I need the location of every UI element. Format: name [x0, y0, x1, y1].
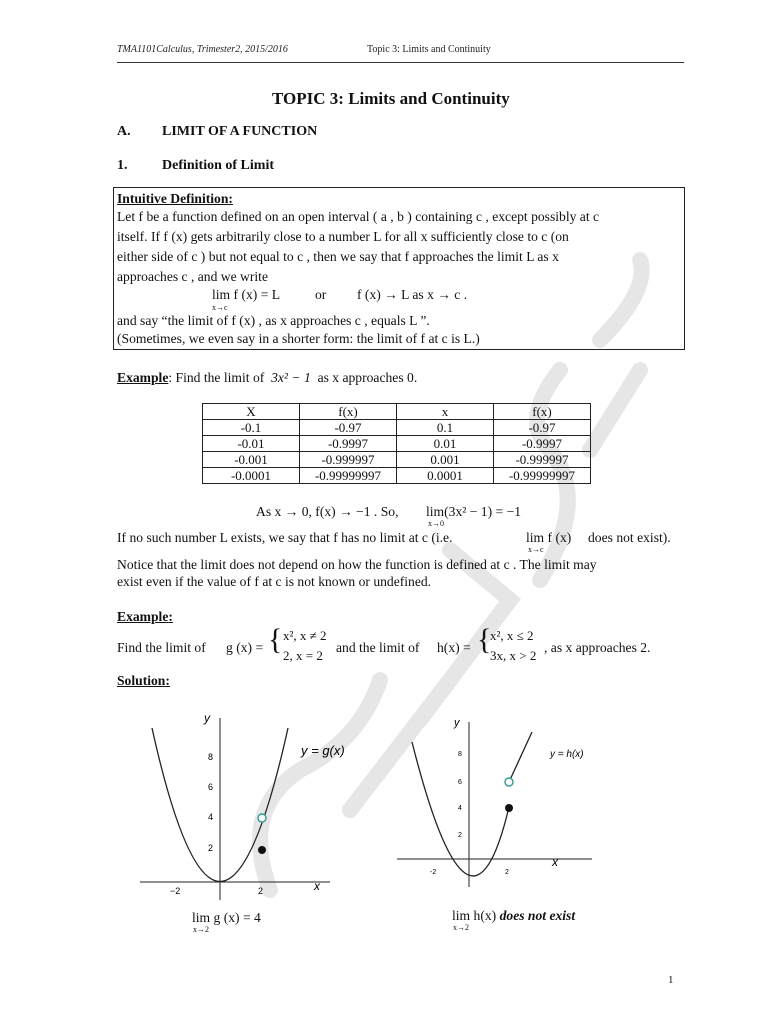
example2-g-case2: 2, x = 2: [283, 648, 323, 663]
example1-text: : Find the limit of: [168, 370, 265, 385]
definition-short: (Sometimes, we even say in a shorter form: the limit of f at c is L.): [117, 331, 480, 346]
graph-h-tick: 2: [458, 832, 462, 839]
graph-g-tick: 2: [208, 843, 214, 853]
table-cell: -0.999997: [300, 452, 397, 468]
table-cell: -0.01: [203, 436, 300, 452]
table-header-cell: X: [203, 404, 300, 420]
definition-line-4: approaches c , and we write: [117, 269, 268, 284]
definition-line-1: Let f be a function defined on an open interval ( a , b ) containing c , except possibly at c: [117, 209, 600, 224]
table-cell: -0.999997: [494, 452, 591, 468]
graph-g-tick: 4: [208, 812, 214, 822]
solution-label: Solution: [117, 673, 166, 688]
table-cell: -0.97: [300, 420, 397, 436]
example1: [117, 368, 417, 388]
conclusion1-sub: x→0: [428, 519, 444, 528]
no-limit-tail: does not exist).: [588, 530, 671, 545]
graph-h-tick: 4: [458, 805, 462, 812]
graph-h-open-dot: [505, 778, 513, 786]
table-cell: -0.0001: [203, 468, 300, 484]
table-row: [203, 420, 591, 436]
no-limit-sub: x→c: [528, 545, 544, 554]
graph-g-filled-dot: [258, 846, 266, 854]
example2-label: Example: [117, 609, 169, 624]
page-number: 1: [668, 974, 674, 986]
solution-colon: :: [165, 673, 170, 688]
graph-h-y-label: y: [454, 717, 460, 729]
header-topic: Topic 3: Limits and Continuity: [367, 44, 491, 55]
table-header-row: [203, 404, 591, 420]
graph-h-caption: [452, 906, 575, 926]
definition-formula-or: or: [315, 287, 327, 302]
table-cell: -0.99999997: [300, 468, 397, 484]
table-header-cell: x: [397, 404, 494, 420]
table-header-cell: f(x): [494, 404, 591, 420]
example1-expr: 3x² − 1: [271, 370, 311, 385]
table-cell: -0.001: [203, 452, 300, 468]
table-cell: -0.97: [494, 420, 591, 436]
table-cell: 0.1: [397, 420, 494, 436]
graph-g-y-label: y: [204, 711, 210, 725]
subsection-number: 1.: [117, 158, 128, 173]
table-cell: 0.001: [397, 452, 494, 468]
definition-heading: Intuitive Definition:: [117, 191, 233, 206]
graph-h-caption-sub: x→2: [453, 923, 469, 932]
definition-formula-lim: lim f (x) = L: [212, 287, 281, 302]
example2-g-lhs: g (x) =: [226, 640, 264, 655]
graph-g-tick: −2: [170, 886, 181, 896]
graph-g-caption-sub: x→2: [193, 925, 209, 934]
definition-line-2: itself. If f (x) gets arbitrarily close to a number L for all x sufficiently close to c (on: [117, 229, 569, 244]
graph-h-caption-lim: lim h(x): [452, 908, 497, 923]
notice-line-1: Notice that the limit does not depend on how the function is defined at c . The limit may: [117, 557, 597, 572]
definition-formula-sub: x→c: [212, 303, 228, 312]
definition-say: and say “the limit of f (x) , as x approaches c , equals L ”.: [117, 313, 430, 328]
graph-g-tick: 8: [208, 752, 214, 762]
graph-h-caption-tail: does not exist: [499, 908, 576, 923]
table-row: [203, 452, 591, 468]
graph-h-legend: y = h(x): [550, 749, 584, 760]
section-label: LIMIT OF A FUNCTION: [162, 124, 318, 139]
header-course: TMA1101Calculus, Trimester2, 2015/2016: [117, 44, 288, 55]
table-cell: -0.1: [203, 420, 300, 436]
graph-g-legend: y = g(x): [301, 743, 345, 758]
example2-g-case1: x², x ≠ 2: [283, 628, 327, 643]
no-limit-text: If no such number L exists, we say that f has no limit at c (i.e.: [117, 530, 453, 545]
graph-g: [130, 710, 345, 905]
example2-h-brace: {: [477, 623, 492, 656]
example2-h-case1: x², x ≤ 2: [490, 628, 534, 643]
example2-h-lhs: h(x) =: [437, 640, 471, 655]
example2-colon: :: [168, 609, 173, 624]
graph-h-x-label: x: [552, 855, 558, 869]
graph-g-tick: 6: [208, 782, 214, 792]
example2-find: Find the limit of: [117, 640, 206, 655]
graph-h-filled-dot: [505, 804, 513, 812]
solution-heading: [117, 671, 170, 691]
example2-g-brace: {: [268, 623, 283, 656]
graph-g-tick: 2: [258, 886, 264, 896]
example1-text2: as x approaches 0.: [317, 370, 418, 385]
graph-h-tick: -2: [430, 869, 437, 876]
table-row: [203, 436, 591, 452]
graph-h-tick: 8: [458, 751, 462, 758]
table-cell: -0.99999997: [494, 468, 591, 484]
table-row: [203, 468, 591, 484]
graph-h-tick: 6: [458, 779, 462, 786]
definition-formula-arrow: f (x) → L as x → c .: [357, 287, 468, 302]
definition-line-3: either side of c ) but not equal to c , then we say that f approaches the limit L as x: [117, 249, 559, 264]
conclusion1-text: As x → 0, f(x) → −1 . So,: [256, 504, 399, 519]
no-limit-lim: lim f (x): [526, 530, 572, 545]
example2-tail: , as x approaches 2.: [544, 640, 651, 655]
table-cell: 0.01: [397, 436, 494, 452]
notice-line-2: exist even if the value of f at c is not known or undefined.: [117, 574, 432, 589]
example1-label: Example: [117, 370, 169, 385]
graph-h-line: [509, 732, 532, 782]
example2-and: and the limit of: [336, 640, 420, 655]
page-title: TOPIC 3: Limits and Continuity: [272, 89, 510, 108]
graph-h: [392, 712, 597, 897]
table-cell: 0.0001: [397, 468, 494, 484]
header-rule: [117, 62, 684, 63]
conclusion1-lim: lim(3x² − 1) = −1: [426, 504, 522, 519]
table-cell: -0.9997: [300, 436, 397, 452]
section-letter: A.: [117, 124, 131, 139]
example2-h-case2: 3x, x > 2: [490, 648, 537, 663]
values-table: [202, 403, 591, 484]
table-cell: -0.9997: [494, 436, 591, 452]
graph-g-caption: lim g (x) = 4: [192, 910, 261, 925]
subsection-label: Definition of Limit: [162, 158, 274, 173]
example2-heading: [117, 607, 173, 627]
graph-g-open-dot: [258, 814, 266, 822]
table-header-cell: f(x): [300, 404, 397, 420]
graph-h-tick: 2: [505, 869, 509, 876]
graph-g-x-label: x: [314, 879, 320, 893]
